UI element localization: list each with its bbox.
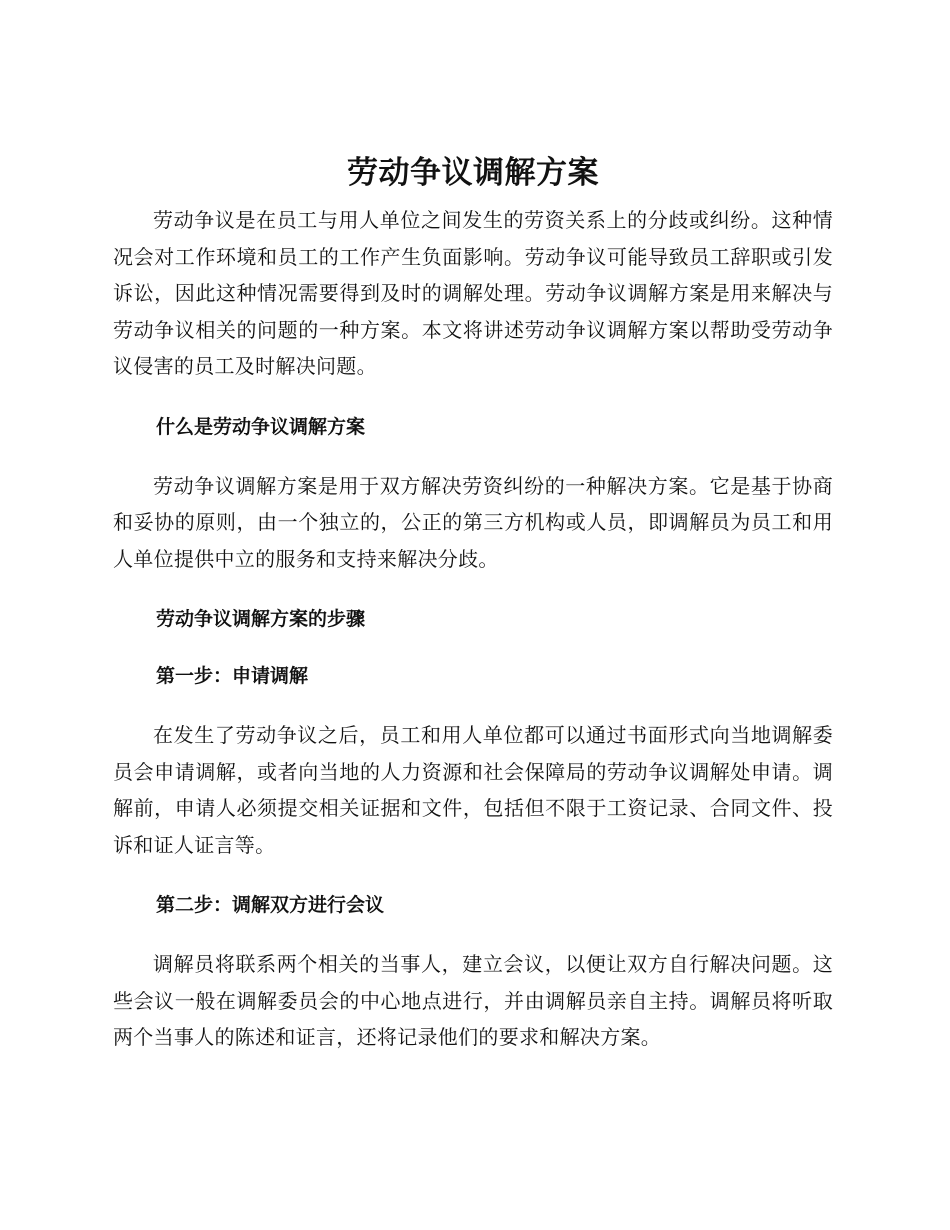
intro-paragraph: 劳动争议是在员工与用人单位之间发生的劳资关系上的分歧或纠纷。这种情况会对工作环境和员工的工作产生负面影响。劳动争议可能导致员工辞职或引发诉讼，因此这种情况需要得到及时的调解处理。劳动争议调解方案是用来解决与劳动争议相关的问题的一种方案。本文将讲述劳动争议调解方案以帮助受劳动争议侵害的员工及时解决问题。 (113, 208, 833, 378)
document-title: 劳动争议调解方案 (347, 155, 599, 191)
section-paragraph-what-is: 劳动争议调解方案是用于双方解决劳资纠纷的一种解决方案。它是基于协商和妥协的原则，由一个独立的，公正的第三方机构或人员，即调解员为员工和用人单位提供中立的服务和支持来解决分歧。 (113, 473, 833, 571)
section-heading-what-is: 什么是劳动争议调解方案 (156, 415, 366, 438)
document-page (113, 150, 833, 1056)
section-heading-steps: 劳动争议调解方案的步骤 (156, 608, 366, 630)
step1-heading: 第一步：申请调解 (156, 665, 309, 687)
step1-paragraph: 在发生了劳动争议之后，员工和用人单位都可以通过书面形式向当地调解委员会申请调解，或者向当地的人力资源和社会保障局的劳动争议调解处申请。调解前，申请人必须提交相关证据和文件，包括但不限于工资记录、合同文件、投诉和证人证言等。 (113, 723, 833, 857)
step2-heading: 第二步：调解双方进行会议 (156, 894, 385, 916)
step2-paragraph: 调解员将联系两个相关的当事人，建立会议，以便让双方自行解决问题。这些会议一般在调解委员会的中心地点进行，并由调解员亲自主持。调解员将听取两个当事人的陈述和证言，还将记录他们的要求和解决方案。 (113, 952, 833, 1049)
